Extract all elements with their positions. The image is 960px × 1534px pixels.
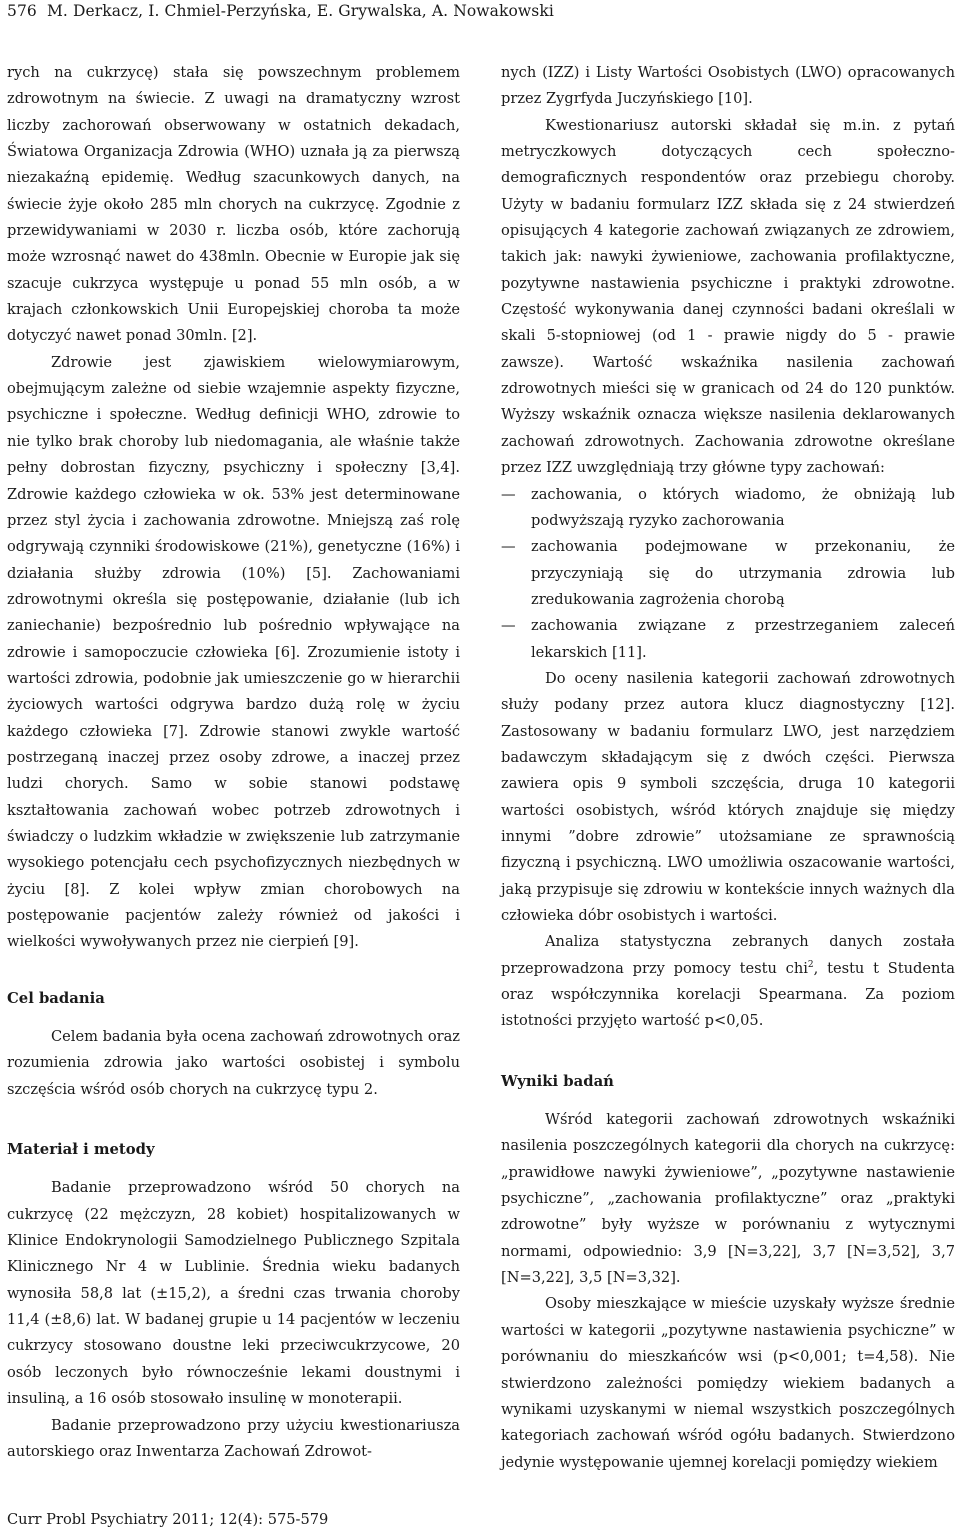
header-authors: M. Derkacz, I. Chmiel-Perzyńska, E. Grywalska, A. Nowakowski (46, 2, 554, 20)
list-item: — zachowania, o których wiadomo, że obniżają lub podwyższają ryzyko zachorowania (501, 482, 955, 535)
questionnaire-paragraph: Kwestionariusz autorski składał się m.in. z pytań metryczkowych dotyczących cech społeczno-demograficznych respondentów oraz przebiegu choroby. Użyty w badaniu formularz IZZ składa się z 24 stwierdzeń opisujących 4 kategorie zachowań związanych ze zdrowiem, takich jak: nawyki żywieniowe, zachowania profilaktyczne, pozytywne nastawienia psychiczne i praktyki zdrowotne. Częstość wykonywania danej czynności badani określali w skali 5-stopniowej (od 1 - prawie nigdy do 5 - prawie zawsze). Wartość wskaźnika nasilenia zachowań zdrowotnych mieści się w granicach od 24 do 120 punktów. Wyższy wskaźnik oznacza większe nasilenia deklarowanych zachowań zdrowotnych. Zachowania zdrowotne określane przez IZZ uwzględniają trzy główne typy zachowań: (501, 116, 955, 477)
dash-bullet-icon: — (501, 538, 516, 556)
dash-bullet-icon: — (501, 617, 516, 635)
intro-paragraph-1: rych na cukrzycę) stała się powszechnym problemem zdrowotnym na świecie. Z uwagi na dramatyczny wzrost liczby zachorowań obserwowany w ostatnich dekadach, Światowa Organizacja Zdrowia (WHO) uznała ją za pierwszą niezakaźną epidemię. Według szacunkowych danych, na świecie żyje około 285 mln chorych na cukrzycę. Zgodnie z przewidywaniami w 2030 r. liczba osób, które zachorują może wzrosnąć nawet do 438mln. Obecnie w Europie jak się szacuje cukrzyca występuje u ponad 55 mln osób, a w krajach członkowskich Unii Europejskiej choroba ta może dotyczyć nawet ponad 30mln. [2]. (7, 64, 460, 345)
left-column (7, 60, 460, 1465)
results-paragraph-1: Wśród kategorii zachowań zdrowotnych wskaźniki nasilenia poszczególnych kategorii dla chorych na cukrzycę: „prawidłowe nawyki żywieniowe”, „pozytywne nastawienie psychiczne”, „zachowania profilaktyczne” oraz „praktyki zdrowotne” były wyższe w porównaniu z wytycznymi normami, odpowiednio: 3,9 [N=3,22], 3,7 [N=3,52], 3,7 [N=3,22], 3,5 [N=3,32]. (501, 1111, 955, 1287)
journal-citation-footer: Curr Probl Psychiatry 2011; 12(4): 575-579 (7, 1511, 329, 1528)
right-column (501, 60, 955, 1476)
list-item: — zachowania związane z przestrzeganiem zaleceń lekarskich [11]. (501, 613, 955, 666)
page-number: 576 (7, 2, 37, 20)
section-heading-results: Wyniki badań (501, 1072, 614, 1090)
superscript-two: 2 (807, 959, 814, 970)
list-item: — zachowania podejmowane w przekonaniu, że przyczyniają się do utrzymania zdrowia lub zredukowania zagrożenia chorobą (501, 534, 955, 613)
intro-paragraph-2: Zdrowie jest zjawiskiem wielowymiarowym, obejmującym zależne od siebie wzajemnie aspekty fizyczne, psychiczne i społeczne. Według definicji WHO, zdrowie to nie tylko brak choroby lub niedomagania, ale właśnie także pełny dobrostan fizyczny, psychiczny i społeczny [3,4]. Zdrowie każdego człowieka w ok. 53% jest determinowane przez styl życia i zachowania zdrowotne. Mniejszą zaś rolę odgrywają czynniki środowiskowe (21%), genetyczne (16%) i działania służby zdrowia (10%) [5]. Zachowaniami zdrowotnymi określa się postępowanie, działanie (lub ich zaniechanie) bezpośrednio lub pośrednio wpływające na zdrowie i samopoczucie człowieka [6]. Zrozumienie istoty i wartości zdrowia, podobnie jak umieszczenie go w hierarchii życiowych wartości odgrywa bardzo dużą rolę w życiu każdego człowieka [7]. Zdrowie stanowi zwykle wartość postrzeganą inaczej przez osoby zdrowe, a inaczej przez ludzi chorych. Samo w sobie stanowi podstawę kształtowania zachowań wobec potrzeb zdrowotnych i świadczy o ludzkim wkładzie w zwiększenie lub zatrzymanie wysokiego potencjału cech psychofizycznych niezbędnych w życiu [8]. Z kolei wpływ zmian chorobowych na postępowanie pacjentów zależy również od jakości i wielkości wywoływanych przez nie cierpień [9]. (7, 353, 460, 951)
running-header (7, 2, 554, 20)
dash-bullet-icon: — (501, 485, 516, 503)
statistics-paragraph: Analiza statystyczna zebranych danych została przeprowadzona przy pomocy testu chi$^2$, testu t Studenta oraz współczynnika korelacji Spearmana. Za poziom istotności przyjęto wartość p<0,05. (501, 933, 955, 1030)
methods-paragraph-2: Badanie przeprowadzono przy użyciu kwestionariusza autorskiego oraz Inwentarza Zachowań Zdrowot- (7, 1416, 460, 1460)
methods-paragraph-1: Badanie przeprowadzono wśród 50 chorych na cukrzycę (22 mężczyzn, 28 kobiet) hospitalizowanych w Klinice Endokrynologii Samodzielnego Publicznego Szpitala Klinicznego Nr 4 w Lublinie. Średnia wieku badanych wynosiła 58,8 lat (±15,2), a średni czas trwania choroby 11,4 (±8,6) lat. W badanej grupie u 14 pacjentów w leczeniu cukrzycy stosowano doustne leki przeciwcukrzycowe, 20 osób leczonych było równocześnie lekami doustnymi i insuliną, a 16 osób stosowało insulinę w monoterapii. (7, 1179, 460, 1408)
behavior-types-list (501, 482, 955, 666)
results-paragraph-2: Osoby mieszkające w mieście uzyskały wyższe średnie wartości w kategorii „pozytywne nastawienia psychiczne” w porównaniu do mieszkańców wsi (p<0,001; t=4,58). Nie stwierdzono zależności pomiędzy wiekiem badanych a wynikami uzyskanymi w niemal wszystkich poszczególnych kategoriach zachowań wśród ogółu badanych. Stwierdzono jedynie występowanie ujemnej korelacji pomiędzy wiekiem (501, 1295, 955, 1471)
section-heading-methods: Materiał i metody (7, 1141, 155, 1159)
methods-paragraph-continued: nych (IZZ) i Listy Wartości Osobistych (LWO) opracowanych przez Zygrfyda Juczyńskiego [10]. (501, 64, 955, 108)
aim-paragraph: Celem badania była ocena zachowań zdrowotnych oraz rozumienia zdrowia jako wartości osobistej i symbolu szczęścia wśród osób chorych na cukrzycę typu 2. (7, 1028, 460, 1098)
lwo-paragraph: Do oceny nasilenia kategorii zachowań zdrowotnych służy podany przez autora klucz diagnostyczny [12]. Zastosowany w badaniu formularz LWO, jest narzędziem badawczym składającym się z dwóch części. Pierwsza zawiera opis 9 symboli szczęścia, druga 10 kategorii wartości osobistych, wśród których znajduje się między innymi ”dobre zdrowie” utożsamiane ze sprawnością fizyczną i psychiczną. LWO umożliwia oszacowanie wartości, jaką przypisuje się zdrowiu w kontekście innych ważnych dla człowieka dóbr osobistych i wartości. (501, 669, 955, 924)
section-heading-aim: Cel badania (7, 989, 105, 1007)
